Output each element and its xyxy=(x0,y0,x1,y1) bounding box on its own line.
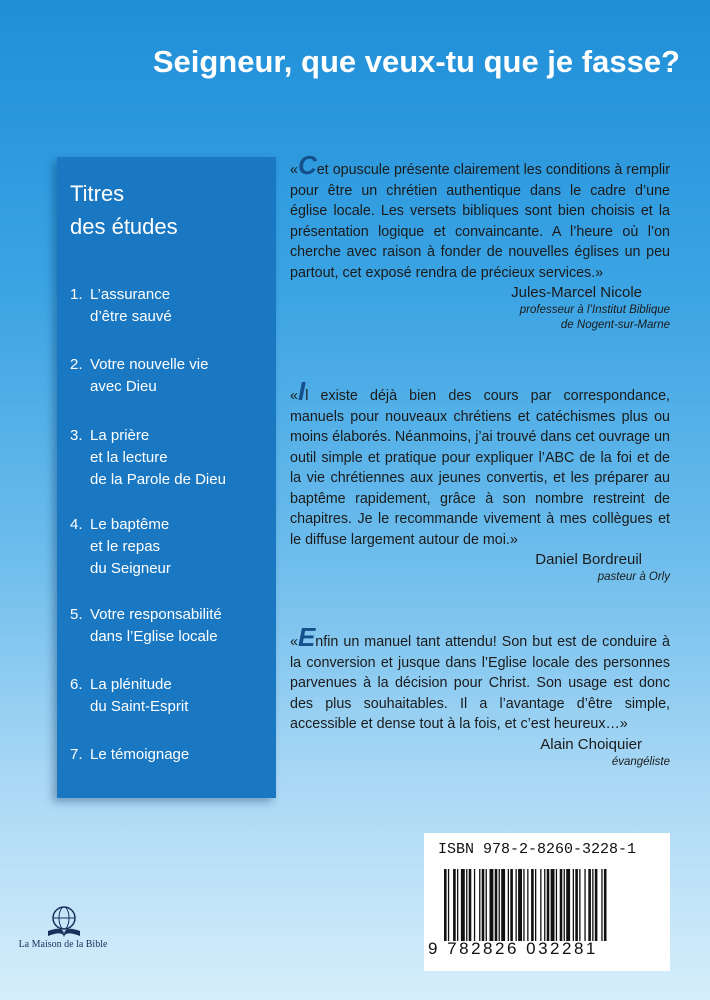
quote-author: Daniel Bordreuil xyxy=(535,551,642,568)
quote-author-role: pasteur à Orly xyxy=(597,571,670,583)
toc-item-title: Votre nouvelle vie avec Dieu xyxy=(90,356,209,395)
toc-item-number: 3. xyxy=(70,427,83,444)
quote-open-mark: « xyxy=(290,388,298,404)
toc-item-title: L’assurance d’être sauvé xyxy=(90,286,172,325)
isbn-label: ISBN 978-2-8260-3228-1 xyxy=(438,841,637,858)
quote-open-mark: « xyxy=(290,162,298,178)
toc-item-number: 4. xyxy=(70,516,83,533)
toc-item-title: La plénitude du Saint-Esprit xyxy=(90,676,189,715)
quote-text: nfin un manuel tant attendu! Son but est de conduire à la conversion et jusque dans l’Eglise locale des personnes parvenues à la décision pour Christ. Son usage est donc des plus souhaitables. Il a l’avantage d’être simple, accessible et dense tout à la fois, et c’est heureux…» xyxy=(290,634,670,732)
quote-author: Jules-Marcel Nicole xyxy=(511,284,642,301)
quote-open-mark: « xyxy=(290,634,298,650)
toc-item-number: 2. xyxy=(70,356,83,373)
toc-heading-line1: Titres xyxy=(70,181,125,206)
endorsement-quote xyxy=(290,150,670,333)
toc-item-number: 1. xyxy=(70,286,83,303)
publisher-logo xyxy=(8,905,118,965)
publisher-name: La Maison de la Bible xyxy=(18,939,108,950)
drop-cap: I xyxy=(297,376,306,406)
endorsement-quote xyxy=(290,376,670,585)
quote-author-role: évangéliste xyxy=(611,755,670,768)
globe-bible-icon xyxy=(44,905,84,939)
toc-item-title: Le baptême et le repas du Seigneur xyxy=(90,516,171,577)
barcode-digits: 9 782826 032281 xyxy=(428,939,598,958)
drop-cap: E xyxy=(297,622,316,652)
quote-author-role: professeur à l’Institut Biblique xyxy=(519,304,670,316)
endorsement-quote xyxy=(290,622,670,770)
toc-heading-line2: des études xyxy=(70,214,178,239)
quote-body xyxy=(290,622,670,735)
toc-item-number: 5. xyxy=(70,606,83,623)
toc-item-number: 7. xyxy=(70,746,83,763)
toc-item-title: La prière et la lecture de la Parole de Dieu xyxy=(90,427,226,488)
cover-headline: Seigneur, que veux-tu que je fasse? xyxy=(152,44,680,79)
toc-heading xyxy=(70,177,178,243)
toc-item-number: 6. xyxy=(70,676,83,693)
toc-panel xyxy=(57,157,276,798)
quote-author-role: de Nogent-sur-Marne xyxy=(560,319,670,331)
barcode-bars xyxy=(444,869,656,941)
quote-body xyxy=(290,376,670,550)
drop-cap: C xyxy=(297,150,317,180)
quote-text: et opuscule présente clairement les conditions à remplir pour être un chrétien authentique dans le cadre d’une église locale. Les versets bibliques sont bien choisis et la présentation logique et convaincante. A l’heure où l’on cherche avec raison à fonder de nouvelles églises un peu partout, cet exposé rendra de précieux services.» xyxy=(290,162,670,281)
isbn-barcode-box xyxy=(424,833,670,971)
quote-author: Alain Choiquier xyxy=(540,735,642,753)
toc-item-title: Le témoignage xyxy=(90,746,190,763)
quote-text: l existe déjà bien des cours par correspondance, manuels pour nouveaux chrétiens et catéchismes plus ou moins élaborés. Néanmoins, j’ai trouvé dans cet ouvrage un outil simple et pratique pour expliquer l’ABC de la foi et de la vie chrétiennes aux jeunes convertis, et les préparer au baptême rapidement, grâce à son nombre restreint de chapitres. Je le recommande vivement à mes collègues et le diffuse largement autour de moi.» xyxy=(290,388,670,548)
toc-item-title: Votre responsabilité dans l’Eglise locale xyxy=(90,606,222,645)
quote-body xyxy=(290,150,670,283)
